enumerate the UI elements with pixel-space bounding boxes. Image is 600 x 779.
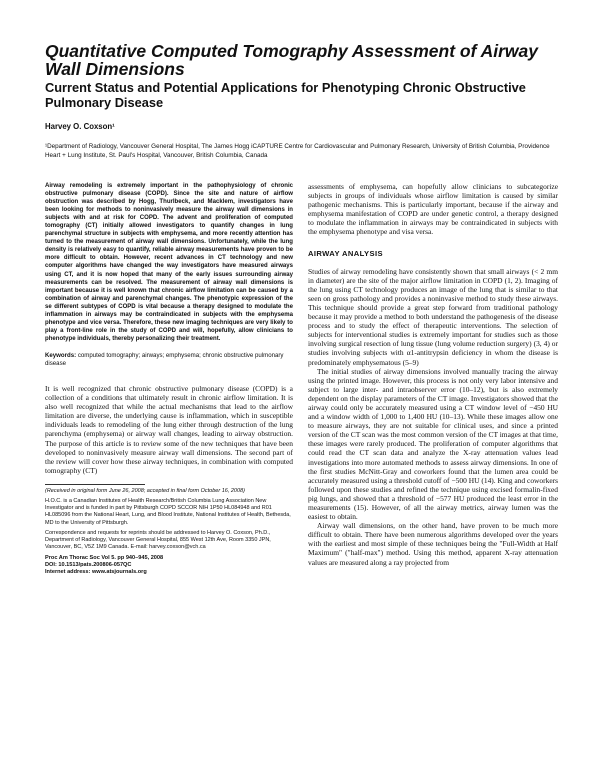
received-dates: (Received in original form June 26, 2008; accepted in final form October 16, 2008) — [45, 487, 245, 494]
abstract: Airway remodeling is extremely important in the pathophysiology of chronic obstructive pulmonary disease (COPD). Since the site and nature of airflow obstruction was described by Hogg, Thurlbeck, and Macklem, investigators have been looking for methods to noninvasively measure the airway wall dimensions in subjects with and at risk for COPD. The advent and proliferation of computed tomography (CT) initially allowed investigators to quantify changes in lung parenchymal structure in subjects with emphysema, and more recently attention has turned to the measurement of airway wall dimensions. Unfortunately, while the lung density is relatively easy to quantify, reliable airway measurements have proven to be more difficult to obtain. However, recent advances in CT technology and new computer algorithms have changed the way investigators have measured airways using CT, and it is now hoped that many of the early issues surrounding airway measurements can be resolved. The measurement of airway wall dimensions is important because it is well known that chronic airflow limitation can be caused by a combination of airway and parenchymal changes. The phenotypic expression of the se different subtypes of COPD is vital because a therapy designed to modulate the inflammation in airways may be contraindicated in subjects with the emphysema phenotype and vice versa. Therefore, these new imaging techniques are very likely to play a front-line role in the study of COPD and will, hopefully, allow clinicians to phenotype individuals, thereby personalizing their treatment. — [45, 183, 293, 342]
journal-doi: DOI: 10.1513/pats.200806-057QC — [45, 561, 132, 568]
airway-analysis-paragraph-2: The initial studies of airway dimensions involved manually tracing the airway using the printed image. However, this process is not only very labor intensive and subject to large inter- and intraobserver error (10–12), but is also extremely dependent on the display parameters of the CT image. Investigators showed that the airway could only be accurately measured using a CT window level of −450 HU and a window width of 1,000 to 1,400 HU (10–13). While these images allow one to measure airways, they are not suitable for clinical uses, and since a printed version of the CT scan was the most common version of the CT images at that time, these images were rarely produced. The proliferation of computer algorithms that could read the CT scan data and analyze the X-ray attenuation values lead investigations into more automated methods to assess airway dimensions. In one of the first studies McNitt-Gray and coworkers found that the lumen area could be accurately measured using a threshold cutoff of −500 HU (14). King and coworkers followed upon these studies and refined the technique using excised formalin-fixed pig lungs, and showed that a threshold of −577 HU produced the least error in the measurements (15). However, of all the airway metrics, airway lumen was the easiest to obtain. — [308, 366, 558, 522]
keywords-label: Keywords: — [45, 351, 77, 359]
author-name: Harvey O. Coxson¹ — [45, 122, 115, 131]
journal-internet: Internet address: www.atsjournals.org — [45, 568, 147, 575]
left-column — [45, 182, 293, 576]
footnote-divider — [45, 484, 145, 485]
airway-analysis-paragraph-1: Studies of airway remodeling have consistently shown that small airways (< 2 mm in diameter) are the site of the major airflow limitation in COPD (1, 2). Imaging of the lung using CT technology produces an image of the lung that is similar to that seen on gross pathology and provides a noninvasive method to study these airways. This technique should provide a great step forward from traditional pathology because it may provide a method to both understand the pathogenesis of the disease process and to study the effect of therapeutic interventions. The selection of subjects for interventional studies is extremely important for studies such as those involving surgical resection of lung tissue (lung volume reduction surgery) (3, 4) or studies involving subjects with α1-antitrypsin deficiency in whom the disease is predominately emphysematous (5–9) — [308, 266, 558, 367]
funding-note: H.O.C. is a Canadian Institutes of Health Research/British Columbia Lung Association New Investigator and is funded in part by Pittsburgh COPD SCCOR NIH 1P50 HL084948 and R01 HL085096 from the National Heart, Lung, and Blood Institute, National Institutes of Health, Bethesda, MD to the University of Pittsburgh. — [45, 498, 291, 526]
article-subtitle: Current Status and Potential Applications for Phenotyping Chronic Obstructive Pulmonary Disease — [45, 80, 526, 110]
keywords — [45, 352, 293, 368]
keywords-list: computed tomography; airways; emphysema; chronic obstructive pulmonary disease — [45, 351, 284, 367]
journal-citation: Proc Am Thorac Soc Vol 5. pp 940–945, 2008 — [45, 554, 164, 561]
airway-analysis-paragraph-3: Airway wall dimensions, on the other hand, have proven to be much more difficult to obtain. There have been numerous algorithms developed over the years with the earliest and most simple of these techniques being the "Full-Width at Half Maximum" ("half-max") method. Using this method, apparent X-ray attenuation values are measured along a ray projected from — [308, 521, 558, 567]
article-title: Quantitative Computed Tomography Assessment of Airway Wall Dimensions — [45, 41, 538, 79]
correspondence-note: Correspondence and requests for reprints should be addressed to Harvey O. Coxson, Ph.D., Department of Radiology, Vancouver General Hospital, 855 West 12th Ave, Room 3350 JPN, Vancouver, BC, V5Z 1M9 Canada. E-mail: harvey.coxson@vch.ca — [45, 529, 271, 551]
section-heading-airway-analysis: AIRWAY ANALYSIS — [308, 248, 383, 258]
intro-continuation: assessments of emphysema, can hopefully allow clinicians to subcategorize subjects in groups of individuals whose airflow limitation is caused by similar pathogenic mechanisms. This is particularly important, because if the airway and emphysema manifestation of COPD are under genetic control, a therapy designed to modulate the inflammation in airways may be contraindicated in subjects with the emphysema phenotype and visa versa. — [308, 182, 558, 237]
right-column — [308, 182, 558, 567]
author-affiliation: ¹Department of Radiology, Vancouver General Hospital, The James Hogg iCAPTURE Centre for Cardiovascular and Pulmonary Research, University of British Columbia, Providence Heart + Lung Institute, St. Paul's Hospital, Vancouver, British Columbia, Canada — [45, 143, 550, 159]
intro-paragraph: It is well recognized that chronic obstructive pulmonary disease (COPD) is a collection of a conditions that ultimately result in chronic airflow limitation. It is also well recognized that while the actual mechanisms that lead to the airflow limitation are diverse, the underlying cause is inflammation, which in susceptible individuals leads to remodeling of the lung either through destruction of the lung parenchyma (emphysema) or airway wall changes, leading to airway obstruction. The purpose of this article is to review some of the new techniques that have been developed to noninvasively measure airway wall dimensions. The second part of the review will cover how these airway techniques, in combination with computed tomography (CT) — [45, 383, 293, 475]
